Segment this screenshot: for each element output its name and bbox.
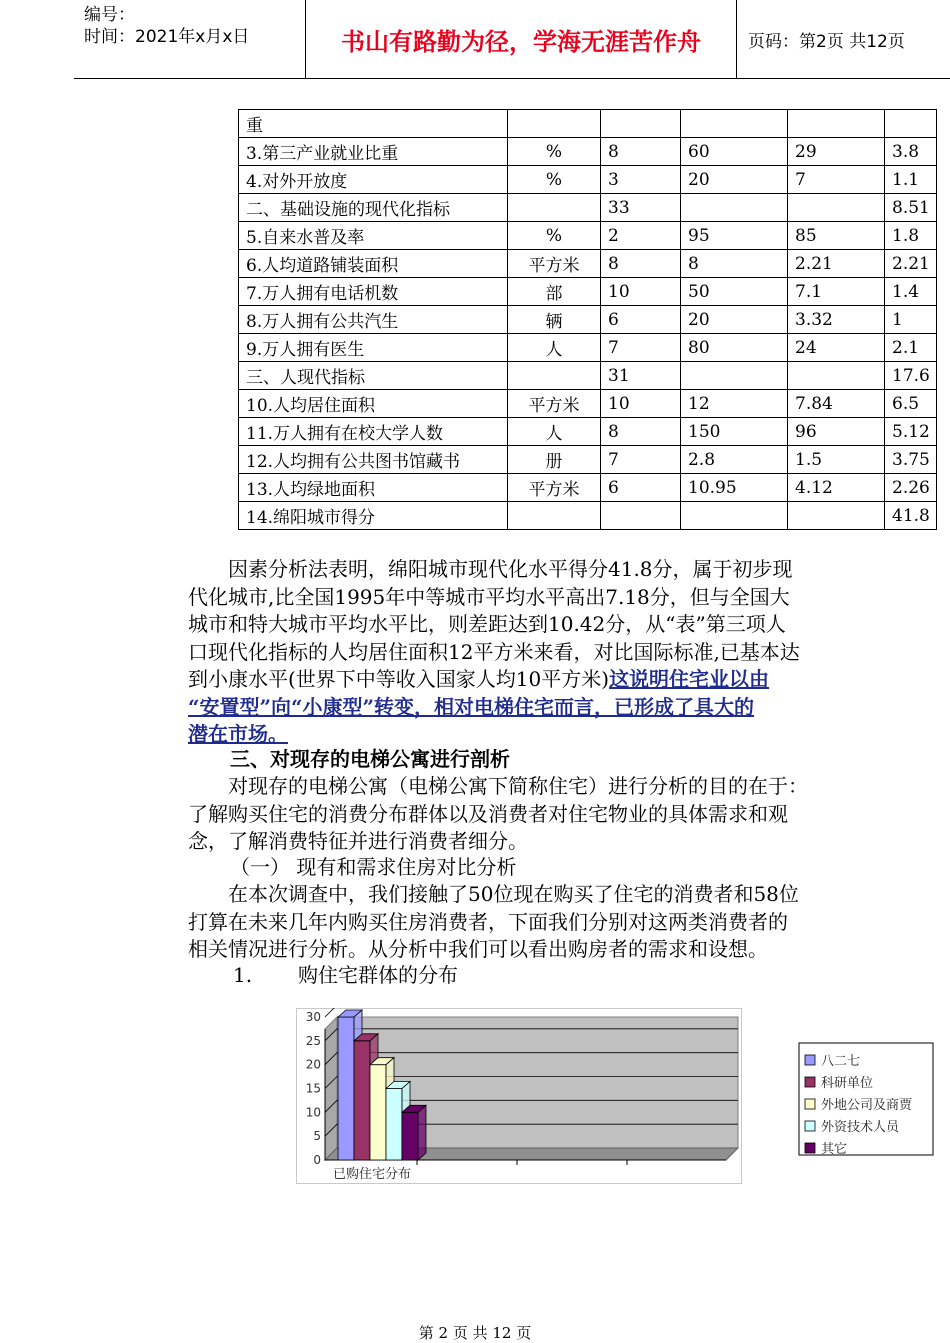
table-cell: 7.84 (788, 390, 885, 418)
table-cell (788, 110, 885, 138)
table-cell: 8 (601, 418, 681, 446)
para2-text: 念，了解消费特征并进行消费者细分。 (188, 829, 528, 853)
table-cell: 1.1 (885, 166, 937, 194)
table-row (239, 278, 937, 306)
table-cell: 平方米 (508, 474, 601, 502)
header-motto: 书山有路勤为径，学海无涯苦作舟 (306, 0, 737, 78)
table-cell: 80 (681, 334, 788, 362)
table-cell: 33 (601, 194, 681, 222)
table-cell: 60 (681, 138, 788, 166)
table-cell: 5.自来水普及率 (239, 222, 508, 250)
table-row (239, 502, 937, 530)
list-number: 1. (233, 963, 253, 987)
table-cell: 2.21 (788, 250, 885, 278)
subheading: （一） 现有和需求住房对比分析 (230, 855, 517, 879)
table-cell: 24 (788, 334, 885, 362)
table-cell: 17.6 (885, 362, 937, 390)
table-cell: 85 (788, 222, 885, 250)
table-cell (885, 110, 937, 138)
table-cell: 三、人现代指标 (239, 362, 508, 390)
y-tick-label: 10 (305, 1105, 321, 1120)
table-cell: 13.人均绿地面积 (239, 474, 508, 502)
table-cell: 3 (601, 166, 681, 194)
table-cell: 平方米 (508, 250, 601, 278)
table-cell: 2.8 (681, 446, 788, 474)
table-cell: 7 (788, 166, 885, 194)
table-row (239, 390, 937, 418)
number-label: 编号： (84, 5, 135, 25)
section-heading: 三、对现存的电梯公寓进行剖析 (230, 747, 510, 771)
legend-label: 外资技术人员 (821, 1120, 900, 1135)
y-tick-label: 15 (305, 1081, 321, 1096)
table-cell (681, 362, 788, 390)
table-cell: 人 (508, 334, 601, 362)
table-cell (788, 362, 885, 390)
para1-text: 代化城市,比全国1995年中等城市平均水平高出7.18分，但与全国大 (188, 584, 790, 609)
para1-text: 到小康水平(世界下中等收入国家人均10平方米) (188, 667, 610, 691)
table-cell: 3.32 (788, 306, 885, 334)
legend-label: 外地公司及商贾 (821, 1098, 913, 1113)
table-row (239, 362, 937, 390)
table-cell: 10 (601, 278, 681, 306)
table-cell: 11.万人拥有在校大学人数 (239, 418, 508, 446)
table-cell: 2.1 (885, 334, 937, 362)
table-cell: 14.绵阳城市得分 (239, 502, 508, 530)
para2-text: 对现存的电梯公寓（电梯公寓下简称住宅）进行分析的目的在于： (228, 774, 808, 798)
page-header (74, 0, 950, 79)
table-cell: 3.第三产业就业比重 (239, 138, 508, 166)
table-cell: 二、基础设施的现代化指标 (239, 194, 508, 222)
table-cell: 3.8 (885, 138, 937, 166)
chart-side-wall (325, 1017, 337, 1160)
table-cell: 8.51 (885, 194, 937, 222)
table-cell: 1 (885, 306, 937, 334)
page-footer: 第 2 页 共 12 页 (418, 1324, 532, 1342)
table-cell: 150 (681, 418, 788, 446)
table-row (239, 446, 937, 474)
table-row (239, 334, 937, 362)
table-cell: 7.万人拥有电话机数 (239, 278, 508, 306)
list-item-text: 购住宅群体的分布 (298, 963, 458, 987)
chart-gridline (325, 1008, 738, 1017)
table-cell: 50 (681, 278, 788, 306)
table-cell (788, 194, 885, 222)
table-cell: 5.12 (885, 418, 937, 446)
table-cell: 辆 (508, 306, 601, 334)
y-tick-label: 25 (305, 1033, 321, 1048)
table-cell: 6 (601, 474, 681, 502)
legend-swatch (805, 1055, 815, 1065)
legend-swatch (805, 1077, 815, 1087)
table-cell (681, 194, 788, 222)
section-paragraph (188, 773, 874, 856)
table-cell: 6 (601, 306, 681, 334)
table-cell: 1.5 (788, 446, 885, 474)
table-cell: % (508, 166, 601, 194)
table-row (239, 110, 937, 138)
table-cell: 20 (681, 166, 788, 194)
para1-highlight: 潜在市场。 (188, 722, 288, 746)
table-cell: 3.75 (885, 446, 937, 474)
table-row (239, 418, 937, 446)
para1-highlight: 这说明住宅业以由 (609, 667, 770, 691)
bar-1 (338, 1017, 354, 1160)
y-tick-label: 0 (313, 1153, 321, 1167)
table-cell (681, 110, 788, 138)
table-cell: 10.95 (681, 474, 788, 502)
table-cell (508, 194, 601, 222)
table-row (239, 306, 937, 334)
bar-2 (354, 1041, 370, 1160)
y-tick-label: 5 (313, 1129, 321, 1144)
bar-side-5 (418, 1105, 426, 1160)
para1-text: 口现代化指标的人均居住面积12平方米来看，对比国际标准,已基本达 (188, 639, 800, 664)
legend-label: 科研单位 (821, 1076, 874, 1091)
bar-3 (370, 1065, 386, 1160)
table-row (239, 250, 937, 278)
table-cell: 7.1 (788, 278, 885, 306)
table-cell: 6.人均道路铺装面积 (239, 250, 508, 278)
table-cell: 12 (681, 390, 788, 418)
bar-4 (386, 1089, 402, 1161)
table-cell: 册 (508, 446, 601, 474)
para1-highlight: “安置型”向“小康型”转变，相对电梯住宅而言，已形成了具大的 (188, 694, 755, 719)
y-tick-label: 20 (305, 1057, 321, 1072)
table-cell (508, 502, 601, 530)
table-cell (788, 502, 885, 530)
table-cell: 平方米 (508, 390, 601, 418)
table-row (239, 222, 937, 250)
table-cell: % (508, 222, 601, 250)
header-page-label: 页码：第2页 共12页 (748, 31, 905, 52)
table-cell: 20 (681, 306, 788, 334)
table-cell: 10.人均居住面积 (239, 390, 508, 418)
table-cell: 31 (601, 362, 681, 390)
table-cell: % (508, 138, 601, 166)
distribution-bar-chart (296, 1008, 936, 1184)
legend-label: 其它 (821, 1142, 848, 1157)
indicator-table (238, 109, 937, 530)
table-cell: 4.12 (788, 474, 885, 502)
table-row (239, 166, 937, 194)
table-cell: 7 (601, 334, 681, 362)
table-cell: 4.对外开放度 (239, 166, 508, 194)
table-cell (508, 362, 601, 390)
table-row (239, 138, 937, 166)
table-cell: 12.人均拥有公共图书馆藏书 (239, 446, 508, 474)
para3-text: 打算在未来几年内购买住房消费者，下面我们分别对这两类消费者的 (188, 909, 788, 934)
table-cell: 41.8 (885, 502, 937, 530)
table-cell: 1.8 (885, 222, 937, 250)
table-cell: 8 (681, 250, 788, 278)
legend-swatch (805, 1143, 815, 1153)
table-cell: 人 (508, 418, 601, 446)
table-cell (508, 110, 601, 138)
table-cell: 2.26 (885, 474, 937, 502)
table-cell (601, 110, 681, 138)
para3-text: 相关情况进行分析。从分析中我们可以看出购房者的需求和设想。 (188, 937, 768, 961)
legend-swatch (805, 1121, 815, 1131)
legend-swatch (805, 1099, 815, 1109)
table-cell: 10 (601, 390, 681, 418)
table-cell (681, 502, 788, 530)
table-cell: 部 (508, 278, 601, 306)
table-cell: 8 (601, 138, 681, 166)
table-body (239, 110, 937, 530)
table-row (239, 474, 937, 502)
survey-paragraph (188, 881, 874, 964)
table-cell: 29 (788, 138, 885, 166)
time-label: 时间：2021年x月x日 (84, 27, 250, 47)
table-cell: 重 (239, 110, 508, 138)
table-cell: 8 (601, 250, 681, 278)
bar-5 (402, 1112, 418, 1160)
table-cell: 7 (601, 446, 681, 474)
table-cell: 9.万人拥有医生 (239, 334, 508, 362)
table-cell: 95 (681, 222, 788, 250)
table-cell: 1.4 (885, 278, 937, 306)
para3-text: 在本次调查中，我们接触了50位现在购买了住宅的消费者和58位 (228, 882, 799, 906)
table-cell: 2 (601, 222, 681, 250)
x-category-label: 已购住宅分布 (333, 1167, 412, 1182)
table-cell: 96 (788, 418, 885, 446)
header-meta (74, 0, 306, 78)
table-cell: 8.万人拥有公共汽生 (239, 306, 508, 334)
table-cell: 2.21 (885, 250, 937, 278)
para1-text: 因素分析法表明，绵阳城市现代化水平得分41.8分，属于初步现 (188, 557, 793, 581)
para1-text: 城市和特大城市平均水平比，则差距达到10.42分，从“表”第三项人 (188, 612, 786, 636)
table-cell: 6.5 (885, 390, 937, 418)
table-cell (601, 502, 681, 530)
legend-label: 八二七 (821, 1054, 861, 1069)
table-row (239, 194, 937, 222)
y-tick-label: 30 (305, 1010, 321, 1024)
para2-text: 了解购买住宅的消费分布群体以及消费者对住宅物业的具体需求和观 (188, 801, 788, 826)
analysis-paragraph (188, 556, 874, 749)
